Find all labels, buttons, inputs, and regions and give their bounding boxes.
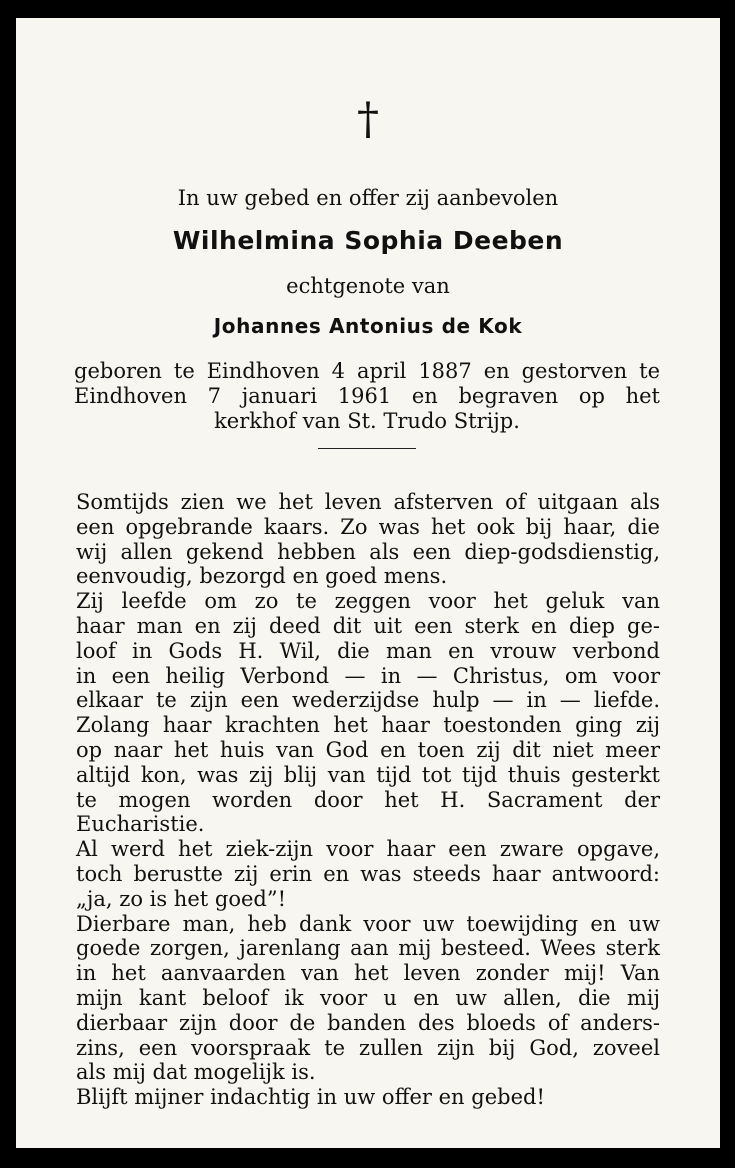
spouse-name: Johannes Antonius de Kok	[213, 314, 523, 338]
text-line: Zolang haar krachten het haar toestonden ging zij	[76, 713, 660, 738]
text-line: Dierbare man, heb dank voor uw toewijding en uw	[76, 911, 660, 936]
spouse-intro: echtgenote van	[286, 274, 450, 298]
memorial-card	[16, 18, 720, 1148]
text-line: elkaar te zijn een wederzijdse hulp — in — liefde.	[76, 688, 660, 713]
bio-line: kerkhof van St. Trudo Strijp.	[214, 409, 520, 433]
text-line: haar man en zij deed dit uit een sterk en diep ge-	[76, 613, 660, 638]
deceased-name: Wilhelmina Sophia Deeben	[172, 226, 564, 255]
text-line: te mogen worden door het H. Sacrament der	[76, 787, 660, 812]
text-line: wij allen gekend hebben als een diep-godsdienstig,	[76, 539, 660, 564]
text-line: mijn kant beloof ik voor u en uw allen, die mij	[76, 985, 660, 1010]
intro-line: In uw gebed en offer zij aanbevolen	[177, 186, 559, 210]
text-line: toch berustte zij erin en was steeds haar antwoord:	[76, 861, 660, 886]
cross-icon: †	[357, 94, 379, 145]
text-line: eenvoudig, bezorgd en goed mens.	[76, 564, 448, 589]
text-line: een opgebrande kaars. Zo was het ook bij haar, die	[76, 514, 660, 539]
text-line: goede zorgen, jarenlang aan mij besteed. Wees sterk	[76, 936, 660, 961]
memorial-text	[76, 490, 660, 1110]
text-line: Somtijds zien we het leven afsterven of uitgaan als	[76, 490, 660, 514]
text-line: op naar het huis van God en toen zij dit niet meer	[76, 737, 660, 762]
text-line: Eucharistie.	[76, 812, 205, 837]
text-line: zins, een voorspraak te zullen zijn bij God, zoveel	[76, 1035, 660, 1060]
bio-line: Eindhoven 7 januari 1961 en begraven op het	[74, 384, 660, 408]
text-line: dierbaar zijn door de banden des bloeds of anders-	[76, 1010, 660, 1035]
text-line: als mij dat mogelijk is.	[76, 1060, 316, 1085]
text-line: loof in Gods H. Wil, die man en vrouw verbond	[76, 638, 660, 663]
bio-line: geboren te Eindhoven 4 april 1887 en gestorven te	[74, 359, 660, 383]
text-line: altijd kon, was zij blij van tijd tot tijd thuis gesterkt	[76, 762, 660, 787]
text-line: in een heilig Verbond — in — Christus, om voor	[76, 663, 660, 688]
divider-rule	[318, 448, 416, 449]
text-line: Blijft mijner indachtig in uw offer en gebed!	[76, 1085, 545, 1110]
text-line: „ja, zo is het goed”!	[76, 886, 287, 911]
text-line: in het aanvaarden van het leven zonder mij! Van	[76, 961, 660, 986]
text-line: Zij leefde om zo te zeggen voor het geluk van	[76, 589, 660, 614]
text-line: Al werd het ziek-zijn voor haar een zware opgave,	[76, 837, 660, 862]
